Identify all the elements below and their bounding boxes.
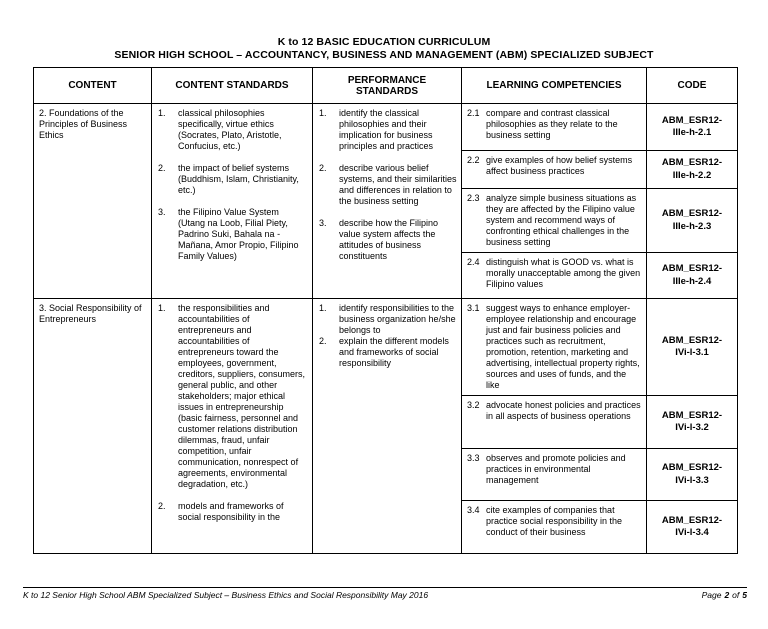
competency-code: ABM_ESR12-IIIe-h-2.4 [661,263,723,287]
list-item [467,155,642,177]
list-item [158,501,308,523]
item-number: 3. [319,218,327,228]
table-header-row [34,68,737,104]
competency-cell [462,151,647,188]
competency-code: ABM_ESR12-IVi-l-3.1 [661,334,723,358]
competency-code: ABM_ESR12-IIIe-h-2.3 [661,208,723,232]
item-number: 3.1 [467,303,480,313]
competency-code: ABM_ESR12-IIIe-h-2.2 [661,157,723,181]
competency-cell [462,396,647,448]
competency-code: ABM_ESR12-IVi-l-3.4 [661,514,723,538]
column-header-performance-standards: PERFORMANCE STANDARDS [313,68,462,103]
list-item [319,303,457,336]
page-number-current: 2 [724,590,730,600]
list-item [158,108,308,152]
content-standards-cell [152,299,313,553]
column-header-learning-competencies: LEARNING COMPETENCIES [462,68,647,103]
item-text: models and frameworks of social responsibility in the [178,501,284,522]
competency-code-column [462,299,737,553]
list-item [319,218,457,262]
content-text: 3. Social Responsibility of Entrepreneurs [39,303,142,324]
list-item [158,303,308,490]
item-number: 1. [158,303,166,313]
code-cell [647,189,737,252]
content-text: 2. Foundations of the Principles of Business Ethics [39,108,128,140]
competency-cell [462,104,647,150]
code-cell [647,151,737,188]
page-title-line2: SENIOR HIGH SCHOOL – ACCOUNTANCY, BUSINESS AND MANAGEMENT (ABM) SPECIALIZED SUBJECT [114,48,654,61]
item-text: analyze simple business situations as they are affected by the Filipino value system and recommend ways of confronting ethical challenges in the business setting [486,193,637,247]
item-number: 3.2 [467,400,480,410]
competency-subrow [462,189,737,253]
item-number: 2.2 [467,155,480,165]
performance-standards-cell [313,299,462,553]
item-text: describe various belief systems, and their similarities and differences in relation to the business setting [339,163,457,206]
page-title-line1: K to 12 BASIC EDUCATION CURRICULUM [277,36,491,48]
item-text: cite examples of companies that practice social responsibility in the conduct of their business [486,505,623,537]
page-indicator-connector: of [732,590,740,600]
content-standards-cell [152,104,313,298]
item-number: 3. [158,207,166,217]
footer-document-title: K to 12 Senior High School ABM Specialized Subject – Business Ethics and Social Responsibility May 2016 [23,590,429,600]
item-text: advocate honest policies and practices in all aspects of business operations [486,400,641,421]
item-text: classical philosophies specifically, virtue ethics (Socrates, Plato, Aristotle, Confucius, etc.) [178,108,282,151]
item-text: describe how the Filipino value system affects the attitudes of business constituents [339,218,439,261]
item-number: 2.4 [467,257,480,267]
list-item [467,505,642,538]
competency-cell [462,501,647,553]
item-text: suggest ways to enhance employer-employee relationship and encourage just and fair business policies and practices such as recruitment, promotion, retention, marketing and advertising, intellectual property rights, sources and uses of funds, and the like [486,303,640,390]
competency-subrow [462,501,737,553]
item-text: distinguish what is GOOD vs. what is morally unacceptable among the given Filipino values [486,257,641,289]
item-text: give examples of how belief systems affect business practices [486,155,633,176]
column-header-code: CODE [677,80,707,91]
item-number: 2. [319,336,327,346]
item-number: 2.1 [467,108,480,118]
competency-code: ABM_ESR12-IVi-l-3.2 [661,409,723,433]
code-cell [647,396,737,448]
competency-cell [462,299,647,395]
page-indicator [702,590,747,601]
item-number: 2.3 [467,193,480,203]
item-number: 1. [319,303,327,313]
column-header-content: CONTENT [34,68,152,103]
list-item [467,193,642,248]
item-text: identify responsibilities to the business organization he/she belongs to [339,303,456,335]
page-footer [23,587,747,601]
competency-cell [462,449,647,500]
competency-subrow [462,253,737,298]
list-item [467,400,642,422]
list-item [319,336,457,369]
content-cell [34,299,152,553]
item-text: the Filipino Value System (Utang na Loob, Filial Piety, Padrino Suki, Bahala na - Mañana, Amor Propio, Filipino Family Values) [178,207,299,261]
competency-subrow [462,104,737,151]
item-text: compare and contrast classical philosophies as they relate to the business setting [486,108,618,140]
competency-subrow [462,396,737,449]
item-text: the impact of belief systems (Buddhism, Islam, Christianity, etc.) [178,163,299,195]
code-cell [647,104,737,150]
item-text: identify the classical philosophies and their implication for business principles and practices [339,108,434,151]
code-cell [647,501,737,553]
list-item [158,163,308,196]
table-row-social-responsibility [34,299,737,553]
list-item [467,257,642,290]
list-item [319,163,457,207]
item-number: 1. [158,108,166,118]
competency-code: ABM_ESR12-IVi-l-3.3 [661,462,723,486]
code-cell [647,253,737,298]
page-number-total: 5 [742,590,747,600]
item-number: 2. [158,501,166,511]
content-cell [34,104,152,298]
code-cell [647,449,737,500]
code-cell [647,299,737,395]
list-item [319,108,457,152]
list-item [158,207,308,262]
competency-cell [462,189,647,252]
list-item [467,453,642,486]
item-text: the responsibilities and accountabilities of entrepreneurs and accountabilities of entrepreneurs toward the employees, government, creditors, suppliers, consumers, general public, and other stakeholders; major ethical issues in entrepreneurship (basic fairness, personnel and customer relations distribution dilemmas, fraud, unfair competition, unfair communication, nonrespect of agreements, environmental degradation, etc.) [178,303,306,489]
table-row-foundations [34,104,737,299]
column-header-content-standards: CONTENT STANDARDS [152,68,313,103]
competency-subrow [462,299,737,396]
competency-cell [462,253,647,298]
competency-code-column [462,104,737,298]
item-number: 2. [158,163,166,173]
item-number: 3.4 [467,505,480,515]
page-indicator-prefix: Page [701,590,722,600]
item-number: 1. [319,108,327,118]
item-number: 2. [319,163,327,173]
item-text: explain the different models and frameworks of social responsibility [339,336,449,368]
competency-subrow [462,151,737,189]
list-item [467,303,642,391]
page-title [0,36,768,61]
curriculum-table [33,67,738,554]
item-text: observes and promote policies and practices in environmental management [486,453,626,485]
list-item [467,108,642,141]
performance-standards-cell [313,104,462,298]
competency-subrow [462,449,737,501]
item-number: 3.3 [467,453,480,463]
competency-code: ABM_ESR12-IIIe-h-2.1 [661,114,723,138]
